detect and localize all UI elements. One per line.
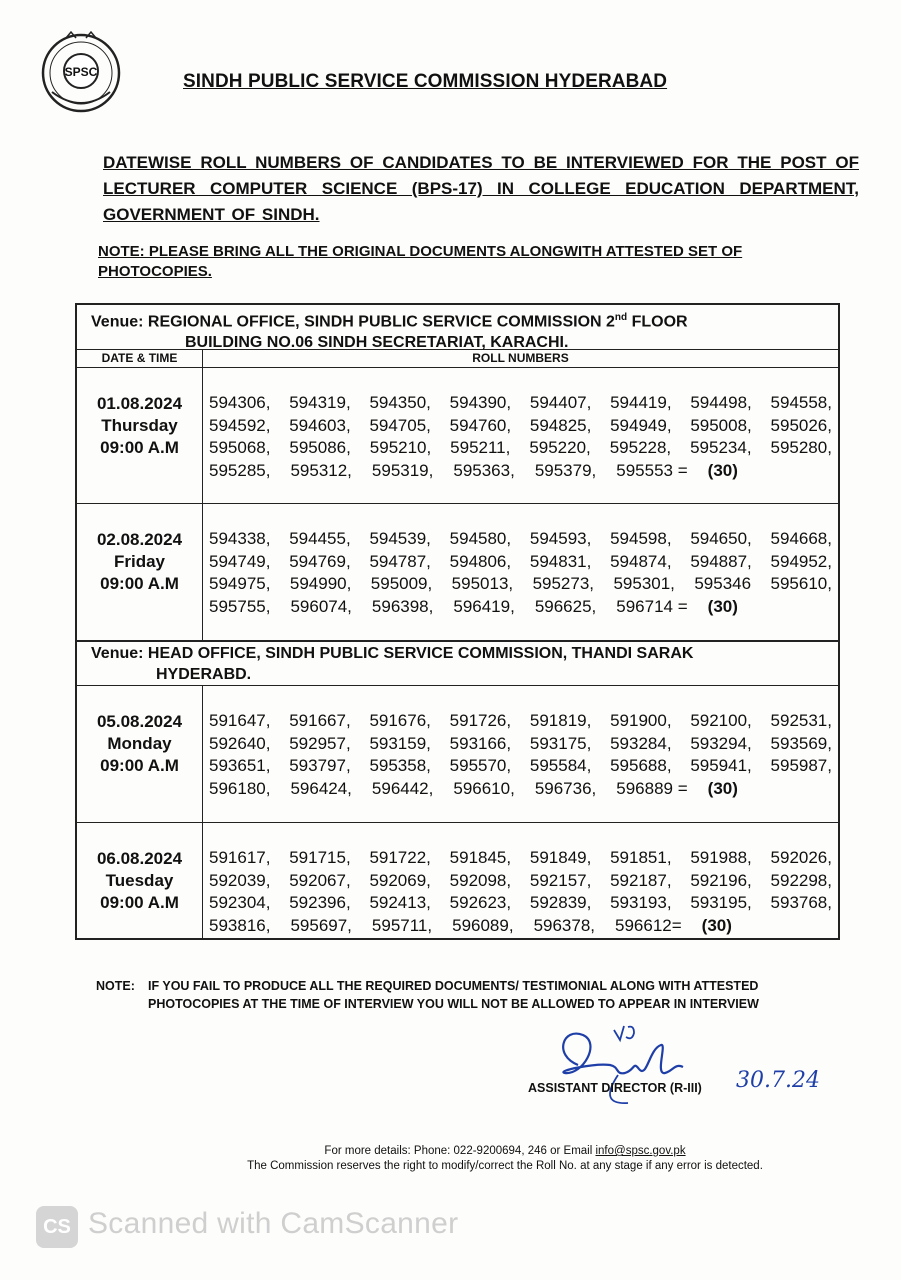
roll-line <box>209 870 832 893</box>
roll-number: 595301, <box>613 574 675 593</box>
roll-number: 594338, <box>209 529 271 548</box>
roll-number: 592067, <box>289 870 351 890</box>
interview-date: 02.08.2024 <box>96 530 183 549</box>
roll-number: 596625, <box>534 596 597 616</box>
roll-line <box>209 596 832 619</box>
footer-disclaimer: The Commission reserves the right to modify/correct the Roll No. at any stage if any error is detected. <box>247 1160 763 1172</box>
footer <box>150 1144 860 1174</box>
roll-number: 592957, <box>289 733 351 753</box>
roll-number: 593284, <box>610 733 672 753</box>
roll-number: 596442, <box>371 778 434 798</box>
roll-number: 594975, <box>209 574 271 593</box>
header-date-time: DATE & TIME <box>101 351 178 365</box>
roll-number: 594831, <box>529 551 592 571</box>
roll-number: 595220, <box>529 438 591 457</box>
roll-number: 591726, <box>449 711 512 730</box>
roll-number: 591988, <box>690 848 752 867</box>
roll-line <box>209 778 832 801</box>
roll-number: 592187, <box>610 870 672 890</box>
roll-number: 594749, <box>209 551 271 571</box>
roll-line <box>209 892 832 915</box>
roll-line <box>209 847 832 870</box>
roll-number: 595210, <box>369 438 432 457</box>
roll-number: 592069, <box>369 870 431 890</box>
date-time-cell <box>77 393 202 459</box>
venue1-line1-pre: Venue: REGIONAL OFFICE, SINDH PUBLIC SERVICE COMMISSION 2 <box>91 313 615 331</box>
roll-number: 594760, <box>449 415 512 435</box>
roll-number: 596889 = <box>616 778 688 798</box>
roll-number: 595941, <box>690 756 752 775</box>
roll-number: 591845, <box>449 848 512 867</box>
roll-number: 596180, <box>209 778 271 798</box>
roll-number: 595312, <box>290 460 352 480</box>
signature-date: 30.7.24 <box>736 1068 820 1093</box>
roll-number: 593797, <box>289 756 351 775</box>
spsc-logo <box>36 26 126 116</box>
roll-number: 594650, <box>690 529 752 548</box>
roll-number: 591851, <box>610 848 672 867</box>
roll-numbers-cell <box>202 823 838 938</box>
roll-number: 596424, <box>290 778 352 798</box>
roll-number: 594990, <box>289 574 352 593</box>
roll-number: 595379, <box>534 460 597 480</box>
roll-number: 595280, <box>770 438 832 457</box>
roll-number: 594498, <box>690 393 752 412</box>
interview-day: Thursday <box>101 416 178 435</box>
roll-number: 591647, <box>209 711 271 730</box>
roll-number: 595013, <box>451 574 514 593</box>
roll-number: 595234, <box>690 438 752 457</box>
roll-number: 592098, <box>449 870 512 890</box>
roll-number: 595273, <box>532 574 595 593</box>
roll-number: 594705, <box>369 415 431 435</box>
candidate-total: (30) <box>707 596 738 616</box>
interview-date: 06.08.2024 <box>96 849 183 868</box>
venue2-line2: HYDERABD. <box>156 666 252 683</box>
roll-number: 591849, <box>529 848 592 867</box>
interview-day: Monday <box>107 734 172 753</box>
interview-schedule-table <box>75 303 840 940</box>
bottom-note-text: IF YOU FAIL TO PRODUCE ALL THE REQUIRED DOCUMENTS/ TESTIMONIAL ALONG WITH ATTESTED PHOTOCOPIES AT THE TIME OF INTERVIEW YOU WILL NOT BE ALLOWED TO APPEAR IN INTERVIEW <box>148 979 759 1011</box>
roll-number: 592298, <box>770 870 832 890</box>
roll-number: 596612= <box>615 915 682 935</box>
venue1-line1-post: FLOOR <box>627 313 688 331</box>
interview-time: 09:00 A.M <box>100 438 179 457</box>
roll-line <box>209 460 832 483</box>
interview-day: Friday <box>113 552 166 571</box>
roll-number: 594806, <box>449 551 512 571</box>
roll-number: 593195, <box>690 893 752 912</box>
roll-number: 592623, <box>449 893 512 912</box>
table-header <box>77 350 838 368</box>
roll-number: 594580, <box>449 529 512 548</box>
roll-number: 594558, <box>770 393 832 412</box>
date-time-cell <box>77 529 202 595</box>
candidate-total: (30) <box>707 778 738 798</box>
roll-number: 595319, <box>371 460 434 480</box>
roll-number: 596736, <box>534 778 597 798</box>
roll-line <box>209 755 832 778</box>
roll-number: 595610, <box>770 574 832 593</box>
roll-number: 593768, <box>770 893 832 912</box>
roll-number: 596398, <box>371 596 434 616</box>
roll-line <box>209 551 832 574</box>
roll-number: 595358, <box>369 756 431 775</box>
roll-numbers-cell <box>202 368 838 503</box>
roll-number: 595570, <box>449 756 512 775</box>
roll-number: 591900, <box>610 711 672 730</box>
roll-number: 596610, <box>453 778 515 798</box>
roll-number: 595711, <box>371 915 433 935</box>
roll-number: 594668, <box>770 529 832 548</box>
roll-number: 592026, <box>770 848 832 867</box>
roll-number: 592039, <box>209 870 271 890</box>
interview-time: 09:00 A.M <box>100 574 179 593</box>
roll-number: 595584, <box>529 756 592 775</box>
roll-number: 596378, <box>533 915 596 935</box>
roll-number: 595697, <box>290 915 352 935</box>
roll-number: 595755, <box>209 596 271 616</box>
camscanner-watermark: Scanned with CamScanner <box>88 1207 459 1240</box>
roll-number: 596089, <box>452 915 514 935</box>
roll-number: 591819, <box>529 711 592 730</box>
schedule-row <box>77 504 838 641</box>
roll-number: 594952, <box>770 551 832 571</box>
roll-number: 594306, <box>209 393 271 412</box>
roll-number: 595211, <box>450 438 511 457</box>
venue2-line1: Venue: HEAD OFFICE, SINDH PUBLIC SERVICE COMMISSION, THANDI SARAK <box>91 645 694 662</box>
venue-hyderabad <box>77 641 838 686</box>
candidate-total: (30) <box>701 915 732 935</box>
roll-number: 592531, <box>770 711 832 730</box>
roll-number: 594593, <box>529 529 592 548</box>
interview-day: Tuesday <box>105 871 174 890</box>
interview-time: 09:00 A.M <box>100 893 179 912</box>
top-note: NOTE: PLEASE BRING ALL THE ORIGINAL DOCUMENTS ALONGWITH ATTESTED SET OF PHOTOCOPIES. <box>98 243 743 280</box>
roll-number: 592157, <box>529 870 592 890</box>
roll-number: 595987, <box>770 756 832 775</box>
roll-numbers-cell <box>202 504 838 640</box>
interview-date: 01.08.2024 <box>96 394 183 413</box>
roll-number: 594407, <box>529 393 592 412</box>
roll-number: 594874, <box>610 551 672 571</box>
roll-number: 592839, <box>529 893 592 912</box>
roll-number: 593294, <box>690 733 752 753</box>
roll-number: 593175, <box>529 733 592 753</box>
venue1-sup: nd <box>614 312 628 323</box>
roll-number: 596074, <box>290 596 352 616</box>
footer-contact: For more details: Phone: 022-9200694, 246 or Email <box>324 1145 596 1157</box>
roll-number: 594455, <box>289 529 351 548</box>
roll-number: 593816, <box>209 915 271 935</box>
roll-number: 593159, <box>369 733 431 753</box>
roll-line <box>209 437 832 460</box>
roll-number: 594390, <box>449 393 512 412</box>
date-time-cell <box>77 711 202 777</box>
interview-date: 05.08.2024 <box>96 712 183 731</box>
roll-number: 596714 = <box>616 596 688 616</box>
roll-number: 595228, <box>609 438 672 457</box>
roll-line <box>209 915 832 938</box>
roll-number: 592640, <box>209 733 271 753</box>
roll-line <box>209 710 832 733</box>
roll-number: 594539, <box>369 529 431 548</box>
roll-number: 592304, <box>209 893 271 912</box>
header-roll-numbers: ROLL NUMBERS <box>202 350 838 367</box>
roll-number: 595553 = <box>616 460 688 480</box>
candidate-total: (30) <box>707 460 738 480</box>
roll-line <box>209 733 832 756</box>
roll-number: 592100, <box>690 711 752 730</box>
venue1-line2: BUILDING NO.06 SINDH SECRETARIAT, KARACHI. <box>185 334 569 352</box>
roll-number: 594592, <box>209 415 271 435</box>
roll-number: 594598, <box>610 529 672 548</box>
roll-number: 591722, <box>369 848 431 867</box>
bottom-note-label: NOTE: <box>96 979 135 993</box>
roll-number: 591676, <box>369 711 431 730</box>
roll-number: 595026, <box>770 415 832 435</box>
roll-number: 591715, <box>289 848 351 867</box>
roll-number: 594887, <box>690 551 752 571</box>
roll-number: 594419, <box>610 393 672 412</box>
roll-number: 591617, <box>209 848 271 867</box>
roll-number: 594603, <box>289 415 351 435</box>
venue-karachi <box>77 305 838 350</box>
roll-number: 596419, <box>453 596 515 616</box>
roll-number: 592196, <box>690 870 752 890</box>
page-title: SINDH PUBLIC SERVICE COMMISSION HYDERABAD <box>183 71 668 92</box>
roll-number: 593651, <box>209 756 271 775</box>
subject-heading: DATEWISE ROLL NUMBERS OF CANDIDATES TO BE INTERVIEWED FOR THE POST OF LECTURER COMPUTER SCIENCE (BPS-17) IN COLLEGE EDUCATION DEPARTMENT, GOVERNMENT OF SINDH. <box>103 153 859 224</box>
date-time-cell <box>77 848 202 914</box>
schedule-row <box>77 686 838 823</box>
roll-number: 592413, <box>369 893 431 912</box>
roll-number: 592396, <box>289 893 351 912</box>
roll-number: 595086, <box>289 438 351 457</box>
roll-number: 594787, <box>369 551 431 571</box>
roll-number: 594319, <box>289 393 351 412</box>
roll-line <box>209 415 832 438</box>
roll-number: 595346 <box>694 574 752 593</box>
roll-number: 594825, <box>529 415 592 435</box>
footer-email-link[interactable]: info@spsc.gov.pk <box>595 1145 686 1157</box>
roll-number: 593166, <box>449 733 512 753</box>
logo-text: SPSC <box>64 65 98 79</box>
roll-number: 593569, <box>770 733 832 753</box>
roll-line <box>209 528 832 551</box>
signer-title: ASSISTANT DIRECTOR (R-III) <box>528 1081 702 1095</box>
roll-number: 593193, <box>610 893 672 912</box>
roll-number: 595008, <box>690 415 752 435</box>
schedule-row <box>77 368 838 504</box>
roll-number: 591667, <box>289 711 351 730</box>
camscanner-badge-icon: CS <box>36 1206 78 1248</box>
roll-line <box>209 573 832 596</box>
roll-number: 595068, <box>209 438 271 457</box>
roll-number: 595688, <box>610 756 672 775</box>
roll-number: 594350, <box>369 393 431 412</box>
roll-number: 595009, <box>370 574 433 593</box>
roll-number: 595285, <box>209 460 271 480</box>
roll-line <box>209 392 832 415</box>
interview-time: 09:00 A.M <box>100 756 179 775</box>
roll-numbers-cell <box>202 686 838 822</box>
roll-number: 595363, <box>453 460 515 480</box>
roll-number: 594769, <box>289 551 351 571</box>
roll-number: 594949, <box>610 415 672 435</box>
schedule-row <box>77 823 838 938</box>
